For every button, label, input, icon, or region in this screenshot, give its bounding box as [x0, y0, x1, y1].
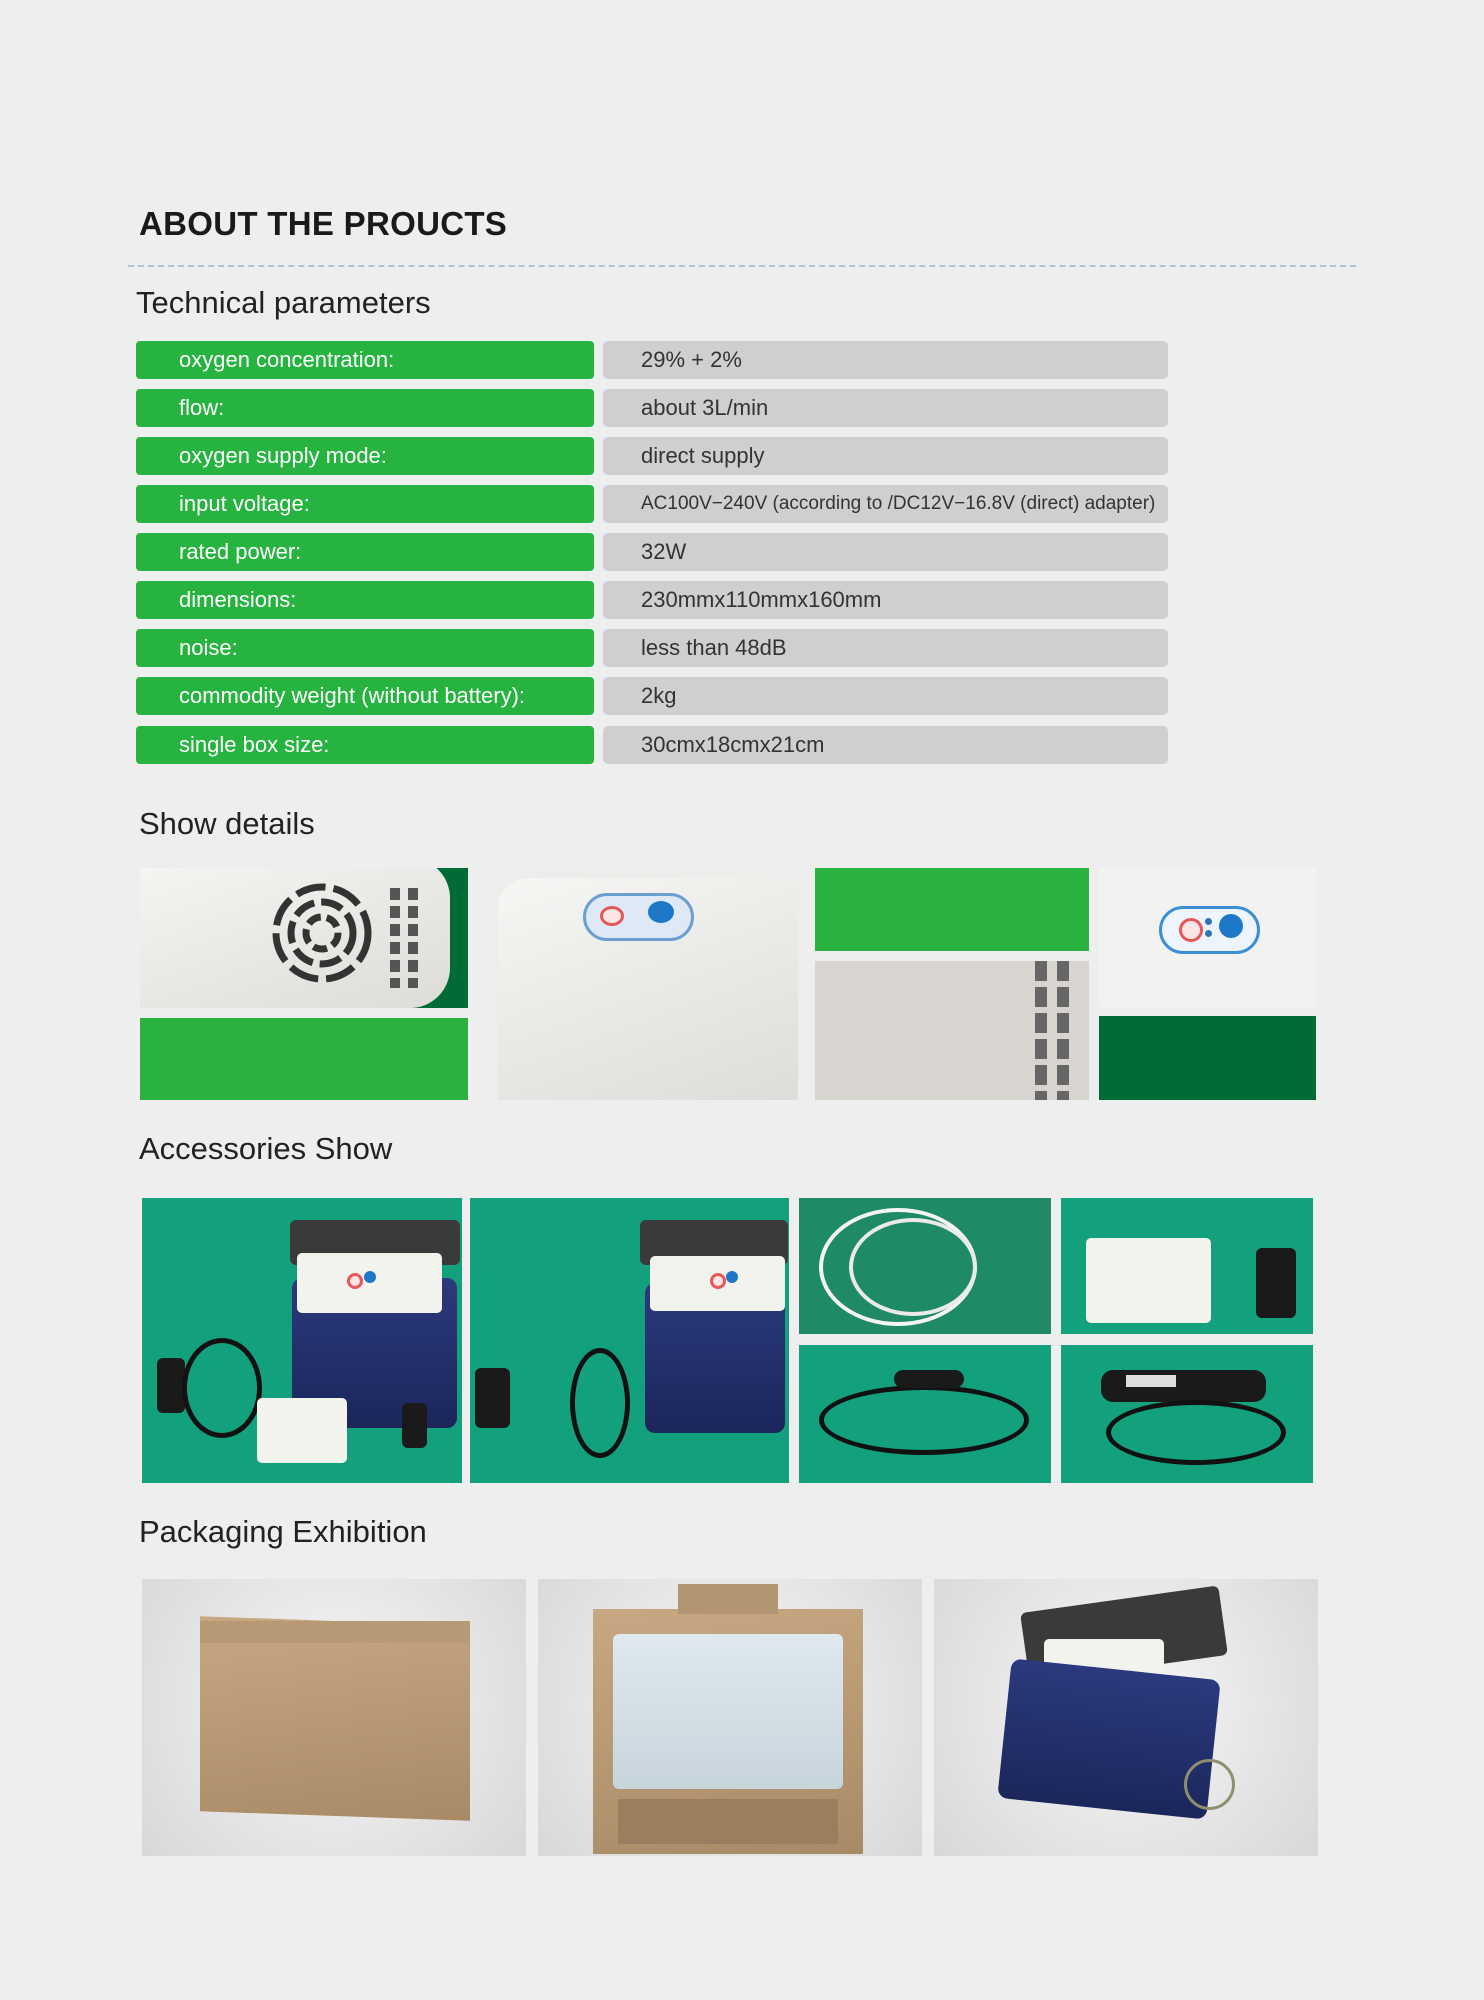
dark-green-color-block [1099, 1016, 1316, 1100]
parameter-label: oxygen concentration: [136, 341, 594, 379]
parameter-row [136, 533, 1168, 571]
parameter-row [136, 389, 1168, 427]
parameter-value: AC100V−240V (according to /DC12V−16.8V (direct) adapter) [603, 485, 1168, 523]
parameter-label: commodity weight (without battery): [136, 677, 594, 715]
parameter-label: oxygen supply mode: [136, 437, 594, 475]
parameter-value: less than 48dB [603, 629, 1168, 667]
accessory-photo-battery [1061, 1198, 1313, 1334]
fan-vent-icon [262, 878, 382, 988]
parameter-row [136, 629, 1168, 667]
parameter-value: about 3L/min [603, 389, 1168, 427]
parameter-value: 32W [603, 533, 1168, 571]
parameter-row [136, 581, 1168, 619]
detail-photo-side [815, 961, 1089, 1100]
technical-parameters-title: Technical parameters [136, 285, 431, 320]
accessories-show-title: Accessories Show [139, 1131, 393, 1166]
accessory-photo-power-adapter [1061, 1345, 1313, 1483]
parameter-row [136, 341, 1168, 379]
parameter-row [136, 726, 1168, 764]
detail-photo-top [478, 868, 804, 1100]
parameter-label: flow: [136, 389, 594, 427]
packaging-exhibition-title: Packaging Exhibition [139, 1514, 427, 1549]
parameter-value: 230mmx110mmx160mm [603, 581, 1168, 619]
accessory-photo-kit-alt [470, 1198, 789, 1483]
parameter-value: 30cmx18cmx21cm [603, 726, 1168, 764]
parameter-label: input voltage: [136, 485, 594, 523]
detail-photo-buttons [1099, 868, 1316, 1007]
show-details-title: Show details [139, 806, 315, 841]
parameter-label: rated power: [136, 533, 594, 571]
green-color-block [140, 1018, 468, 1100]
parameter-label: dimensions: [136, 581, 594, 619]
section-divider [128, 265, 1356, 267]
packaging-photo-open-box [538, 1579, 922, 1856]
parameter-value: 29% + 2% [603, 341, 1168, 379]
green-color-block [815, 868, 1089, 951]
parameter-label: single box size: [136, 726, 594, 764]
parameter-value: 2kg [603, 677, 1168, 715]
page-heading: ABOUT THE PROUCTS [139, 205, 508, 242]
detail-photo-vent [140, 868, 468, 1008]
accessory-photo-car-charger [799, 1345, 1051, 1483]
accessory-photo-tubing [799, 1198, 1051, 1334]
parameter-row [136, 677, 1168, 715]
parameter-value: direct supply [603, 437, 1168, 475]
parameter-row [136, 437, 1168, 475]
packaging-photo-box [142, 1579, 526, 1856]
packaging-photo-carry-bag [934, 1579, 1318, 1856]
parameter-label: noise: [136, 629, 594, 667]
parameter-row [136, 485, 1168, 523]
accessory-photo-kit [142, 1198, 462, 1483]
